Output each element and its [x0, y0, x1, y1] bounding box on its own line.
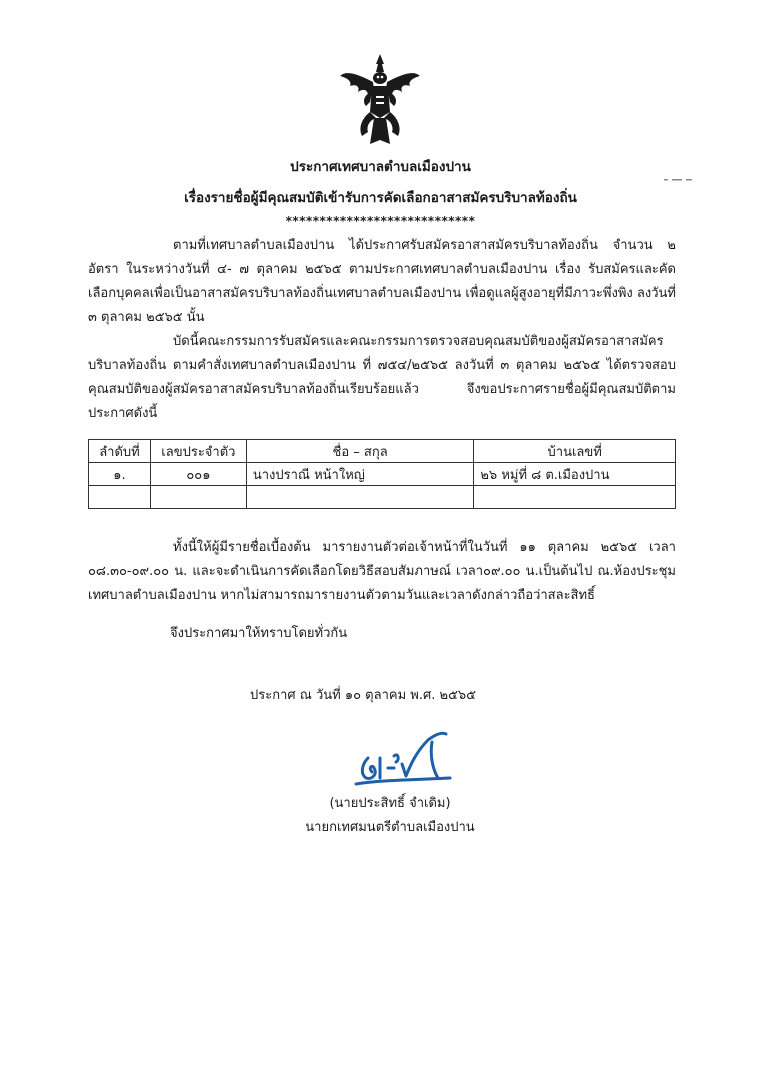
table-cell: ๒๖ หมู่ที่ ๘ ต.เมืองปาน — [474, 463, 676, 486]
table-cell: ๑. — [89, 463, 151, 486]
table-row — [89, 463, 676, 486]
announcement-title: ประกาศเทศบาลตำบลเมืองปาน — [290, 159, 471, 175]
paragraph-closing: จึงประกาศมาให้ทราบโดยทั่วกัน — [170, 626, 348, 641]
stray-mark — [664, 178, 694, 182]
column-header: เลขประจำตัว — [150, 440, 246, 463]
signer-name: (นายประสิทธิ์ จำเดิม) — [329, 796, 451, 811]
table-cell: ๐๐๑ — [150, 463, 246, 486]
separator-line: **************************** — [285, 214, 476, 228]
column-header: ชื่อ – สกุล — [246, 440, 474, 463]
column-header: บ้านเลขที่ — [474, 440, 676, 463]
paragraph-background: ตามที่เทศบาลตำบลเมืองปาน ได้ประกาศรับสมัครอาสาสมัครบริบาลท้องถิ่น จำนวน ๒ อัตรา ในระหว่างวันที่ ๔- ๗ ตุลาคม ๒๕๖๕ ตามประกาศเทศบาลตำบลเมืองปาน เรื่อง รับสมัครและคัดเลือกบุคคลเพื่อเป็นอาสาสมัครบริบาลท้องถิ่นเทศบาลตำบลเมืองปาน เพื่อดูแลผู้สูงอายุที่มีภาวะพึ่งพิง ลงวันที่ ๓ ตุลาคม ๒๕๖๕ นั้น — [88, 238, 676, 325]
qualified-candidates-table — [88, 439, 676, 509]
table-header-row — [89, 440, 676, 463]
signer-title: นายกเทศมนตรีตำบลเมืองปาน — [305, 820, 475, 835]
handwritten-signature — [350, 728, 460, 790]
table-row — [89, 486, 676, 509]
paragraph-committee: บัดนี้คณะกรรมการรับสมัครและคณะกรรมการตรวจสอบคุณสมบัติของผู้สมัครอาสาสมัครบริบาลท้องถิ่น ตามคำสั่งเทศบาลตำบลเมืองปาน ที่ ๗๕๔/๒๕๖๕ ลงวันที่ ๓ ตุลาคม ๒๕๖๕ ได้ตรวจสอบคุณสมบัติของผู้สมัครอาสาสมัครบริบาลท้องถิ่นเรียบร้อยแล้ว จึงขอประกาศรายชื่อผู้มีคุณสมบัติตามประกาศดังนี้ — [88, 334, 676, 421]
garuda-emblem-icon — [338, 52, 422, 148]
paragraph-reporting: ทั้งนี้ให้ผู้มีรายชื่อเบื้องต้น มารายงานตัวต่อเจ้าหน้าที่ในวันที่ ๑๑ ตุลาคม ๒๕๖๕ เวลา ๐๘.๓๐-๐๙.๐๐ น. และจะดำเนินการคัดเลือกโดยวิธีสอบสัมภาษณ์ เวลา๐๙.๐๐ น.เป็นต้นไป ณ.ห้องประชุมเทศบาลตำบลเมืองปาน หากไม่สามารถมารายงานตัวตามวันและเวลาดังกล่าวถือว่าสละสิทธิ์ — [88, 540, 676, 603]
announcement-subject: เรื่องรายชื่อผู้มีคุณสมบัติเข้ารับการคัดเลือกอาสาสมัครบริบาลท้องถิ่น — [184, 190, 577, 206]
table-cell — [89, 486, 151, 509]
table-cell: นางปราณี หน้าใหญ่ — [246, 463, 474, 486]
table-cell — [246, 486, 474, 509]
column-header: ลำดับที่ — [89, 440, 151, 463]
table-cell — [150, 486, 246, 509]
announcement-date: ประกาศ ณ วันที่ ๑๐ ตุลาคม พ.ศ. ๒๕๖๕ — [250, 688, 476, 703]
table-cell — [474, 486, 676, 509]
